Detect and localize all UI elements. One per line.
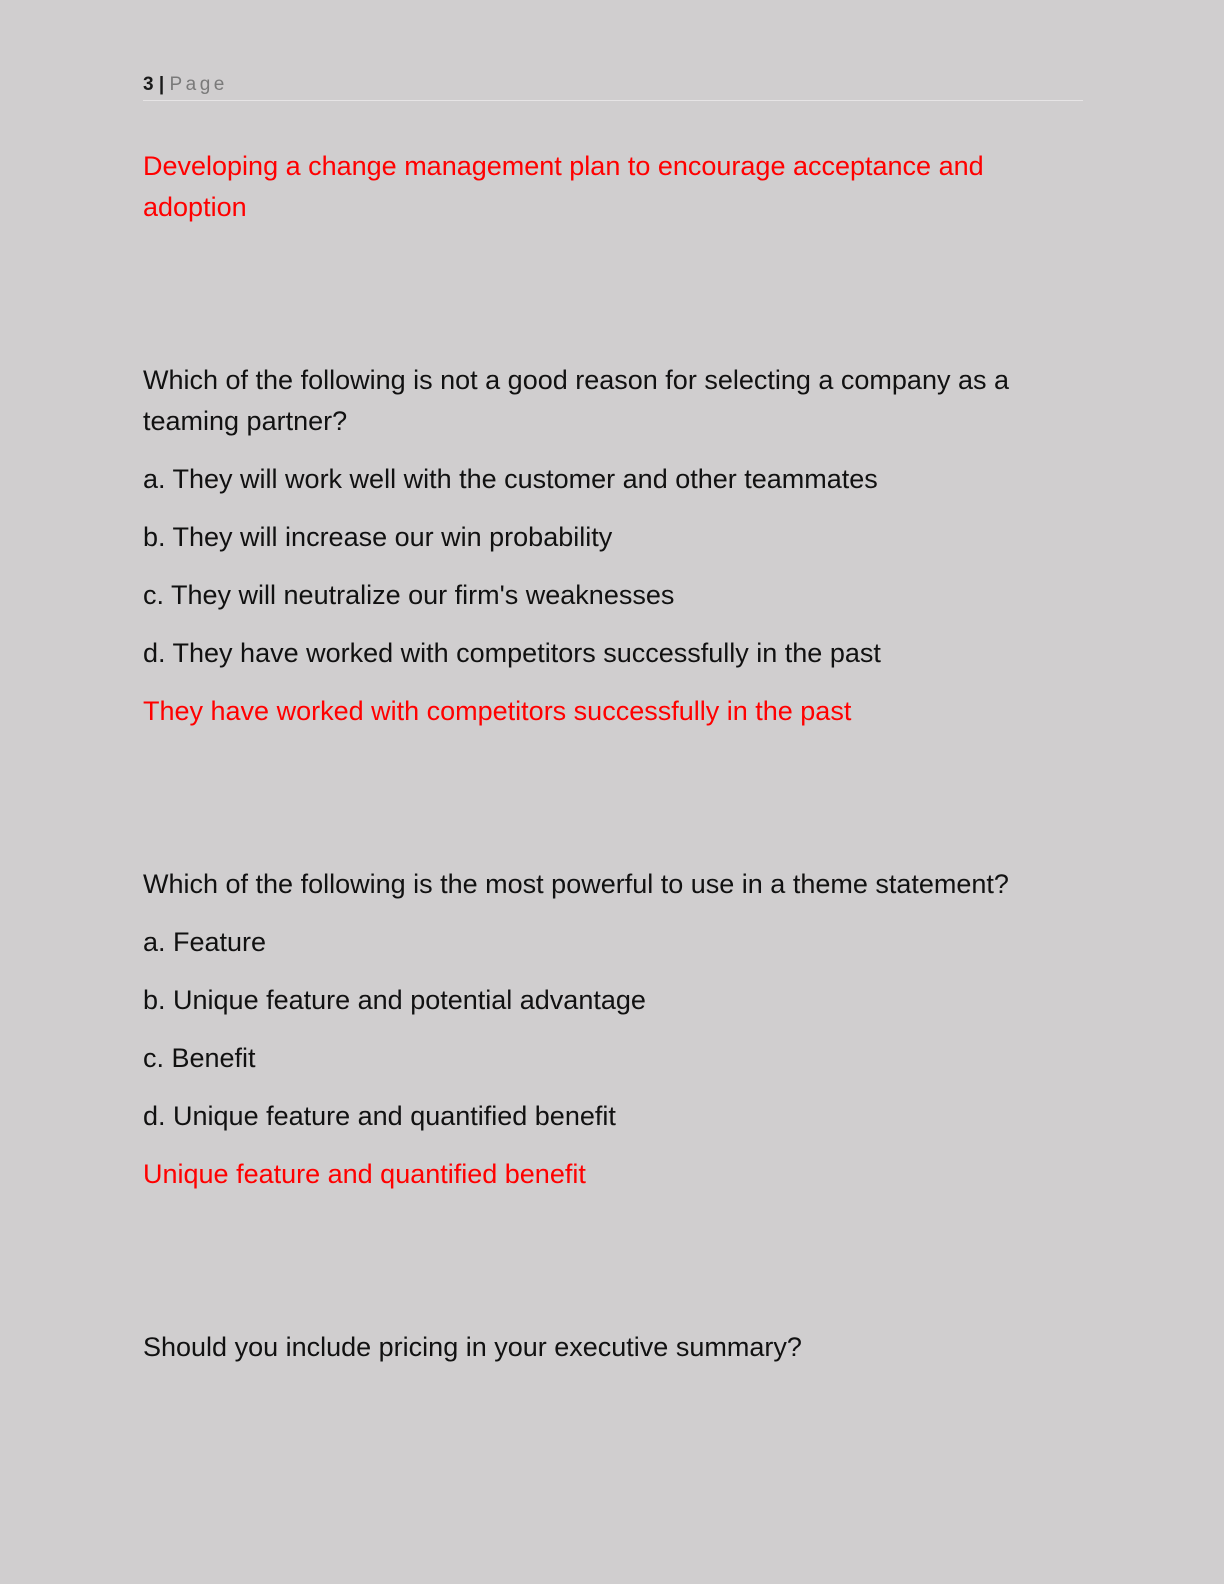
- option-b: b. Unique feature and potential advantage: [143, 985, 646, 1015]
- answer-text: They have worked with competitors successfully in the past: [143, 696, 852, 726]
- option-a: a. Feature: [143, 927, 267, 957]
- page-number: 3: [143, 74, 154, 95]
- option-a: a. They will work well with the customer and other teammates: [143, 464, 878, 494]
- option-c: c. Benefit: [143, 1043, 256, 1073]
- question-text: Which of the following is not a good reason for selecting a company as a teaming partner?: [143, 365, 1009, 436]
- option-b: b. They will increase our win probability: [143, 522, 613, 552]
- answer-text: Unique feature and quantified benefit: [143, 1159, 586, 1189]
- question-block-3: [143, 1327, 1083, 1368]
- option-d: d. They have worked with competitors successfully in the past: [143, 638, 881, 668]
- option-d: d. Unique feature and quantified benefit: [143, 1101, 616, 1131]
- question-block-1: [143, 360, 1083, 732]
- question-block-2: [143, 864, 1083, 1195]
- page-label: Page: [169, 74, 228, 95]
- question-text: Which of the following is the most powerful to use in a theme statement?: [143, 869, 1009, 899]
- page-separator: |: [153, 74, 170, 95]
- question-text: Should you include pricing in your executive summary?: [143, 1332, 802, 1362]
- intro-answer: Developing a change management plan to encourage acceptance and adoption: [143, 151, 984, 222]
- option-c: c. They will neutralize our firm's weaknesses: [143, 580, 675, 610]
- document-body: [143, 146, 1083, 1368]
- page-header: [143, 72, 1083, 101]
